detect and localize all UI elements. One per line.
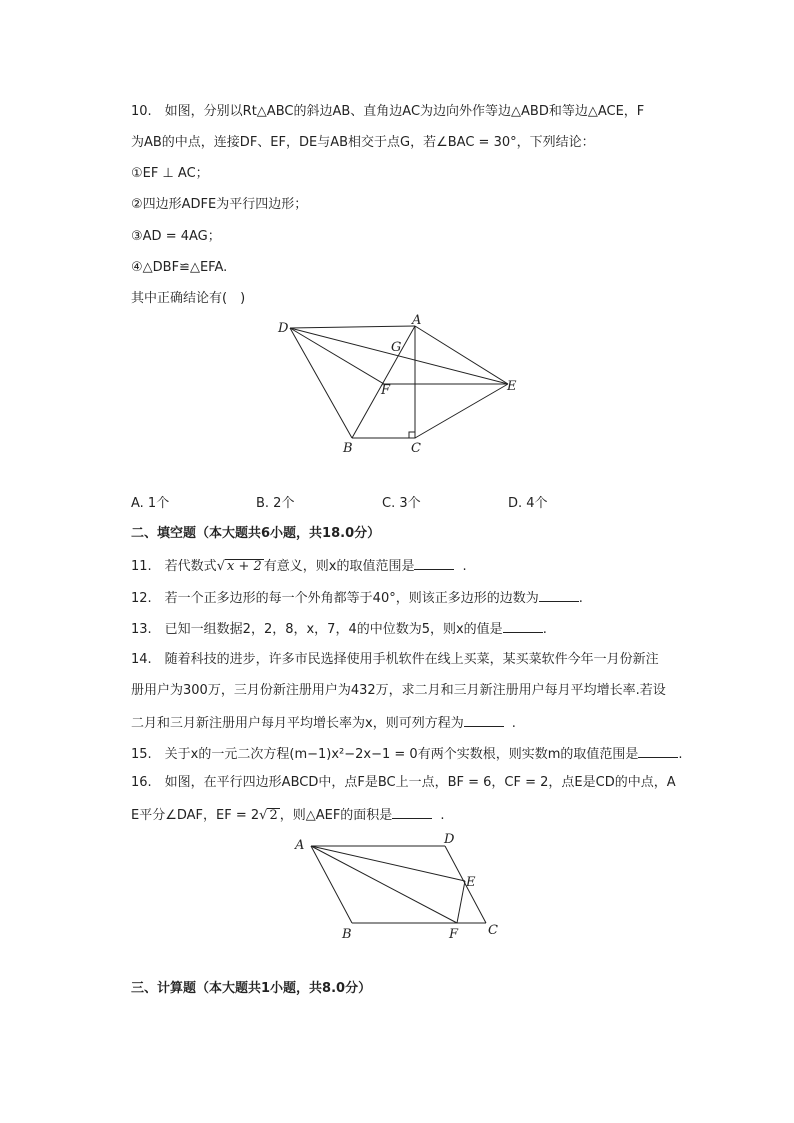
label-E: E xyxy=(507,379,517,394)
label-C: C xyxy=(488,923,498,938)
label-G: G xyxy=(391,340,402,355)
q10-figure xyxy=(270,312,530,462)
q13: 13. 已知一组数据2，2，8，x，7，4的中位数为5，则x的值是 . xyxy=(131,618,547,640)
q10-conclusion-2: ②四边形ADFE为平行四边形； xyxy=(131,197,308,212)
q11-answer-blank[interactable] xyxy=(414,555,454,570)
q15-answer-blank[interactable] xyxy=(638,743,678,758)
q11-post: 有意义，则x的取值范围是 xyxy=(263,559,415,574)
q15: 15. 关于x的一元二次方程(m−1)x²−2x−1 = 0有两个实数根，则实数m的取值范围是 . xyxy=(131,743,683,765)
label-F: F xyxy=(449,927,459,942)
q11-pre: 11. 若代数式 xyxy=(131,559,217,574)
q14-line2: 册用户为300万，三月份新注册用户为432万，求二月和三月新注册用户每月平均增长率.若设 xyxy=(131,683,666,698)
q10-option-a: A. 1个 xyxy=(131,496,170,511)
q14-answer-blank[interactable] xyxy=(464,712,504,727)
q12-answer-blank[interactable] xyxy=(539,587,579,602)
label-E: E xyxy=(466,875,476,890)
label-B: B xyxy=(342,927,352,942)
q16-line1: 16. 如图，在平行四边形ABCD中，点F是BC上一点，BF = 6，CF = 2，点E是CD的中点，A xyxy=(131,775,676,790)
label-A: A xyxy=(295,838,305,853)
label-A: A xyxy=(412,313,422,328)
q16-radical: √ 2 xyxy=(259,808,278,823)
q14-line1: 14. 随着科技的进步，许多市民选择使用手机软件在线上买菜，某买菜软件今年一月份新注 xyxy=(131,652,659,667)
q11-radical: √ x + 2 xyxy=(216,559,262,574)
q10-option-c: C. 3个 xyxy=(382,496,421,511)
q12-pre: 12. 若一个正多边形的每一个外角都等于40°，则该正多边形的边数为 xyxy=(131,591,539,606)
label-F: F xyxy=(381,383,391,398)
q10-conclusion-3: ③AD = 4AG； xyxy=(131,229,221,244)
q14-line3: 二月和三月新注册用户每月平均增长率为x，则可列方程为 . xyxy=(131,712,516,734)
q10-line2: 为AB的中点，连接DF、EF，DE与AB相交于点G，若∠BAC = 30°，下列结论： xyxy=(131,135,595,150)
q10-option-d: D. 4个 xyxy=(508,496,548,511)
label-D: D xyxy=(278,321,289,336)
q13-pre: 13. 已知一组数据2，2，8，x，7，4的中位数为5，则x的值是 xyxy=(131,622,503,637)
q16-line2: E平分∠DAF，EF = 2√ 2 ，则△AEF的面积是 . xyxy=(131,804,444,826)
q16-answer-blank[interactable] xyxy=(392,804,432,819)
section-3-heading: 三、计算题（本大题共1小题，共8.0分） xyxy=(131,981,372,996)
q10-conclusion-4: ④△DBF≌△EFA. xyxy=(131,260,228,275)
q13-answer-blank[interactable] xyxy=(503,618,543,633)
label-D: D xyxy=(444,832,455,847)
q10-option-b: B. 2个 xyxy=(256,496,295,511)
q12: 12. 若一个正多边形的每一个外角都等于40°，则该正多边形的边数为 . xyxy=(131,587,583,609)
q10-line1: 10. 如图，分别以Rt△ABC的斜边AB、直角边AC为边向外作等边△ABD和等边△ACE，F xyxy=(131,104,645,119)
label-C: C xyxy=(411,441,421,456)
q10-conclusion-1: ①EF ⊥ AC； xyxy=(131,166,209,181)
q10-question: 其中正确结论有( ) xyxy=(131,291,246,306)
label-B: B xyxy=(343,441,353,456)
q16-figure xyxy=(285,830,515,950)
section-2-heading: 二、填空题（本大题共6小题，共18.0分） xyxy=(131,526,381,541)
q11: 11. 若代数式√ x + 2 有意义，则x的取值范围是 . xyxy=(131,555,467,577)
